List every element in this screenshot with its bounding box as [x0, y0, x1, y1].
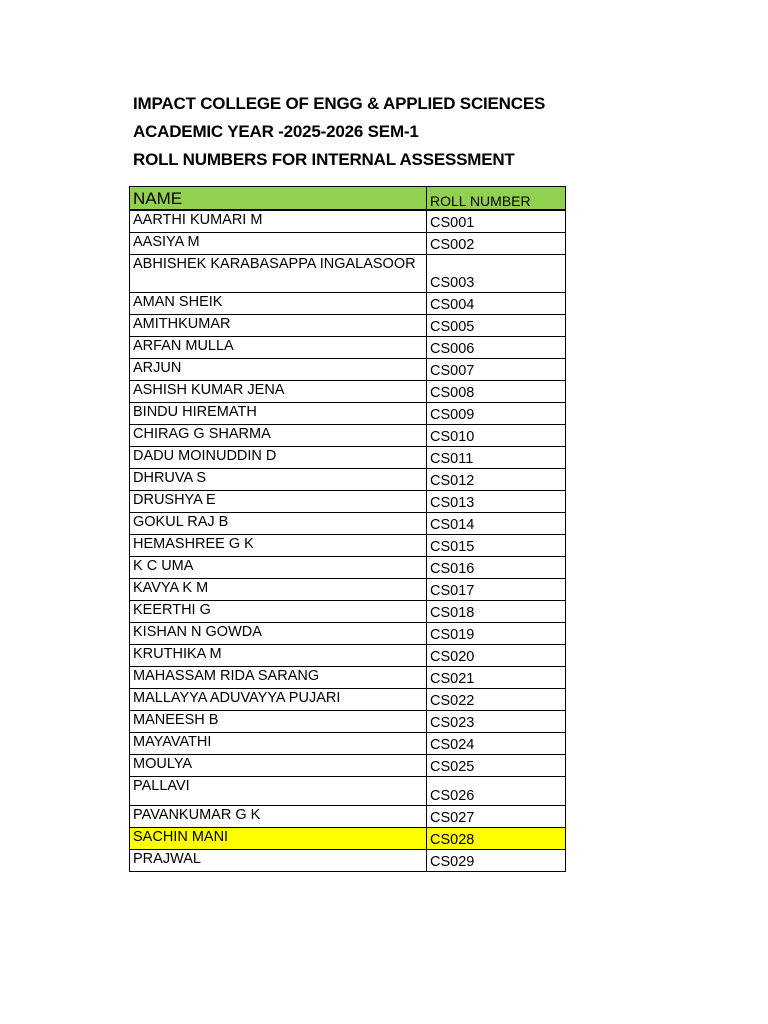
college-name: IMPACT COLLEGE OF ENGG & APPLIED SCIENCES — [133, 94, 546, 113]
roll-number-table — [129, 186, 566, 872]
table-row — [130, 402, 566, 424]
column-header-roll-number: ROLL NUMBER — [427, 187, 566, 211]
roll-number-cell: CS026 — [427, 776, 566, 805]
table-row — [130, 446, 566, 468]
roll-number-cell: CS029 — [427, 849, 566, 871]
table-row — [130, 490, 566, 512]
table-row — [130, 732, 566, 754]
roll-number-cell: CS014 — [427, 512, 566, 534]
student-name-cell: PAVANKUMAR G K — [130, 805, 427, 827]
roll-number-cell: CS004 — [427, 292, 566, 314]
roll-number-cell: CS005 — [427, 314, 566, 336]
table-row — [130, 210, 566, 232]
table-row — [130, 827, 566, 849]
roll-number-cell: CS002 — [427, 232, 566, 254]
student-name-cell: ARFAN MULLA — [130, 336, 427, 358]
table-row — [130, 336, 566, 358]
roll-number-cell: CS009 — [427, 402, 566, 424]
table-row — [130, 666, 566, 688]
roll-number-cell: CS022 — [427, 688, 566, 710]
roll-number-cell: CS003 — [427, 254, 566, 292]
table-row — [130, 314, 566, 336]
roll-number-cell: CS023 — [427, 710, 566, 732]
table-row — [130, 849, 566, 871]
student-name-cell: AARTHI KUMARI M — [130, 210, 427, 232]
student-name-cell: MAYAVATHI — [130, 732, 427, 754]
table-row — [130, 754, 566, 776]
academic-year: ACADEMIC YEAR -2025-2026 SEM-1 — [133, 122, 419, 141]
student-name-cell: ABHISHEK KARABASAPPA INGALASOOR — [130, 254, 427, 292]
student-name-cell: KEERTHI G — [130, 600, 427, 622]
roll-number-cell: CS011 — [427, 446, 566, 468]
student-name-cell: MALLAYYA ADUVAYYA PUJARI — [130, 688, 427, 710]
table-row — [130, 600, 566, 622]
table-header-row — [130, 187, 566, 211]
column-header-name: NAME — [130, 187, 427, 211]
roll-number-cell: CS013 — [427, 490, 566, 512]
student-name-cell: AASIYA M — [130, 232, 427, 254]
student-name-cell: K C UMA — [130, 556, 427, 578]
roll-number-cell: CS016 — [427, 556, 566, 578]
roll-number-cell: CS019 — [427, 622, 566, 644]
student-name-cell: DADU MOINUDDIN D — [130, 446, 427, 468]
roll-number-cell: CS024 — [427, 732, 566, 754]
table-row — [130, 292, 566, 314]
student-name-cell: ASHISH KUMAR JENA — [130, 380, 427, 402]
table-row — [130, 424, 566, 446]
student-name-cell: KISHAN N GOWDA — [130, 622, 427, 644]
table-row — [130, 776, 566, 805]
roll-number-cell: CS012 — [427, 468, 566, 490]
table-row — [130, 644, 566, 666]
student-name-cell: SACHIN MANI — [130, 827, 427, 849]
roll-number-cell: CS010 — [427, 424, 566, 446]
student-name-cell: PRAJWAL — [130, 849, 427, 871]
table-row — [130, 556, 566, 578]
table-row — [130, 254, 566, 292]
document-heading — [133, 90, 545, 174]
table-row — [130, 578, 566, 600]
student-name-cell: PALLAVI — [130, 776, 427, 805]
table-row — [130, 805, 566, 827]
roll-number-cell: CS027 — [427, 805, 566, 827]
roll-number-cell: CS018 — [427, 600, 566, 622]
roll-number-cell: CS020 — [427, 644, 566, 666]
student-name-cell: CHIRAG G SHARMA — [130, 424, 427, 446]
student-name-cell: ARJUN — [130, 358, 427, 380]
roll-number-cell: CS025 — [427, 754, 566, 776]
student-name-cell: KRUTHIKA M — [130, 644, 427, 666]
table-row — [130, 512, 566, 534]
roll-number-cell: CS028 — [427, 827, 566, 849]
student-name-cell: AMAN SHEIK — [130, 292, 427, 314]
student-name-cell: DHRUVA S — [130, 468, 427, 490]
table-row — [130, 622, 566, 644]
table-row — [130, 710, 566, 732]
document-title: ROLL NUMBERS FOR INTERNAL ASSESSMENT — [133, 150, 515, 169]
table-row — [130, 688, 566, 710]
roll-number-cell: CS021 — [427, 666, 566, 688]
table-row — [130, 468, 566, 490]
roll-number-cell: CS008 — [427, 380, 566, 402]
student-name-cell: AMITHKUMAR — [130, 314, 427, 336]
roll-number-cell: CS015 — [427, 534, 566, 556]
table-row — [130, 358, 566, 380]
roll-number-cell: CS017 — [427, 578, 566, 600]
table-row — [130, 534, 566, 556]
student-name-cell: GOKUL RAJ B — [130, 512, 427, 534]
student-name-cell: MOULYA — [130, 754, 427, 776]
student-name-cell: HEMASHREE G K — [130, 534, 427, 556]
roll-number-cell: CS007 — [427, 358, 566, 380]
student-name-cell: DRUSHYA E — [130, 490, 427, 512]
student-name-cell: BINDU HIREMATH — [130, 402, 427, 424]
roll-number-cell: CS001 — [427, 210, 566, 232]
roll-number-cell: CS006 — [427, 336, 566, 358]
table-row — [130, 232, 566, 254]
student-name-cell: MAHASSAM RIDA SARANG — [130, 666, 427, 688]
student-name-cell: KAVYA K M — [130, 578, 427, 600]
table-row — [130, 380, 566, 402]
student-name-cell: MANEESH B — [130, 710, 427, 732]
